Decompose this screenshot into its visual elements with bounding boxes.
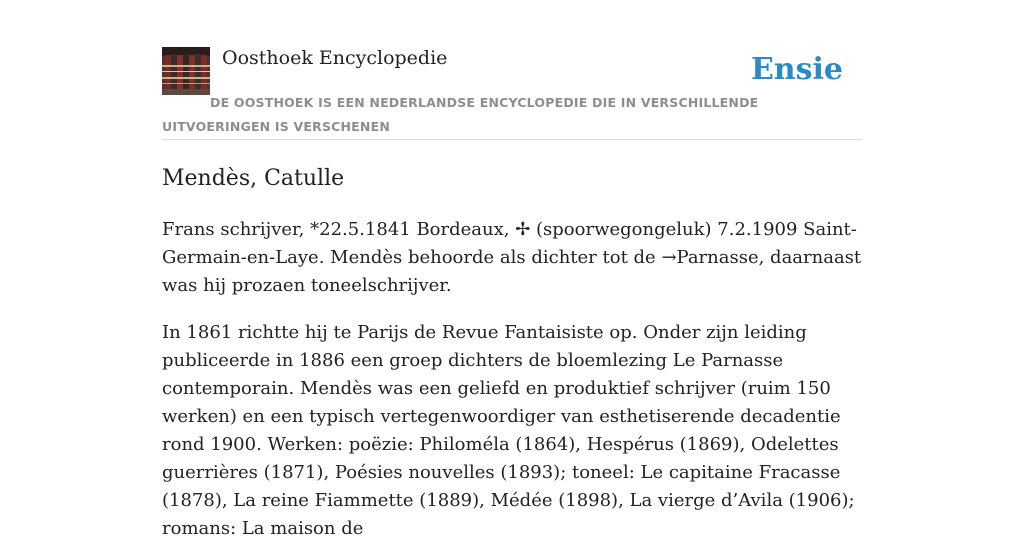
site-tagline: DE OOSTHOEK IS EEN NEDERLANDSE ENCYCLOPEDIE DIE IN VERSCHILLENDE UITVOERINGEN IS VERSCHENEN xyxy=(162,95,759,134)
article-paragraph xyxy=(162,216,862,300)
site-title[interactable]: Oosthoek Encyclopedie xyxy=(222,47,448,69)
encyclopedia-books-icon[interactable] xyxy=(162,47,210,95)
paragraph-text: , daarnaast was hij prozaen toneelschrijver. xyxy=(162,247,862,296)
site-header xyxy=(162,46,862,140)
article xyxy=(162,162,862,543)
cross-reference-link[interactable]: →Parnasse xyxy=(661,247,759,268)
paragraph-text: Frans schrijver, *22.5.1841 Bordeaux, ✢ (spoorwegongeluk) 7.2.1909 Saint-Germain-en-Laye. Mendès behoorde als dichter tot de xyxy=(162,219,857,268)
article-paragraph: In 1861 richtte hij te Parijs de Revue Fantaisiste op. Onder zijn leiding publiceerde in 1886 een groep dichters de bloemlezing Le Parnasse contemporain. Mendès was een geliefd en produktief schrijver (ruim 150 werken) en een typisch vertegenwoordiger van esthetiserende decadentie rond 1900. Werken: poëzie: Philoméla (1864), Hespérus (1869), Odelettes guerrières (1871), Poésies nouvelles (1893); toneel: Le capitaine Fracasse (1878), La reine Fiammette (1889), Médée (1898), La vierge d’Avila (1906); romans: La maison de xyxy=(162,322,855,539)
article-title: Mendès, Catulle xyxy=(162,166,345,191)
brand-logo-link[interactable]: Ensie xyxy=(750,52,843,87)
encyclopedia-books-icon-graphic xyxy=(162,47,210,95)
header-divider xyxy=(162,139,862,140)
